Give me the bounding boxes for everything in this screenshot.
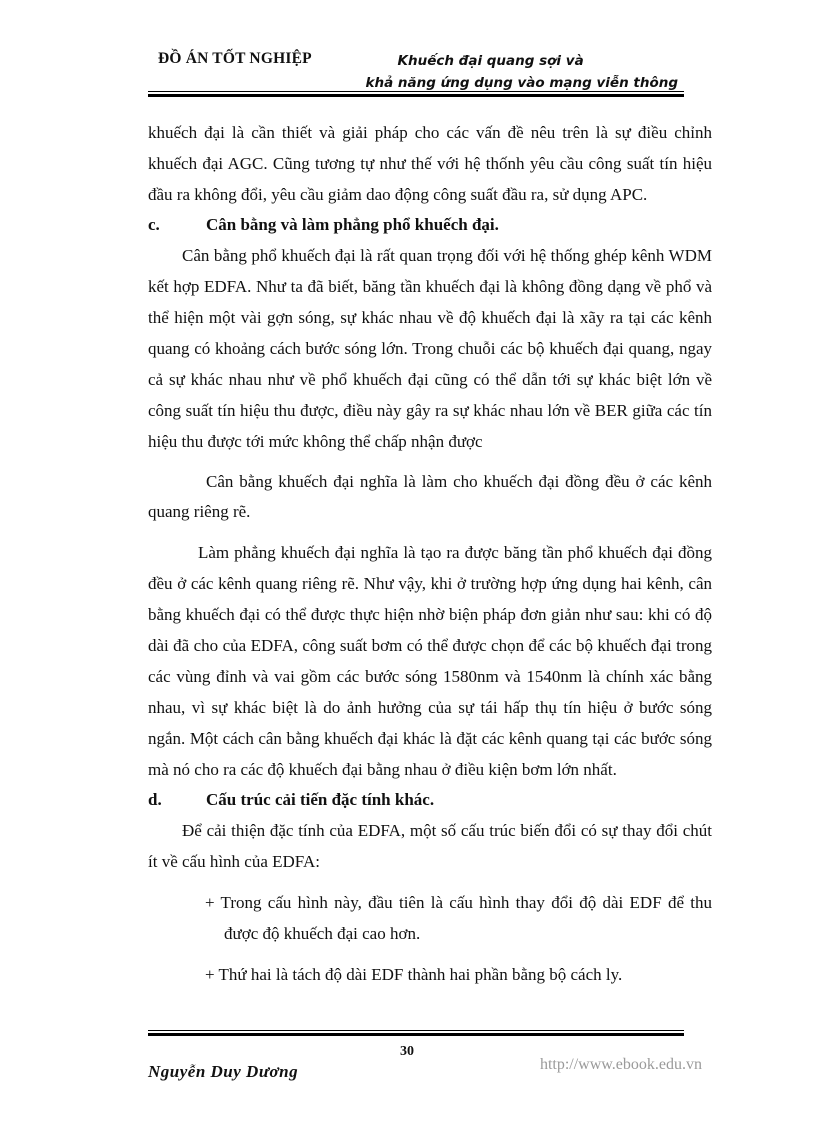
section-title-c: Cân bằng và làm phẳng phổ khuếch đại. [206,215,499,234]
paragraph-gain-flattening: Làm phẳng khuếch đại nghĩa là tạo ra được băng tần phổ khuếch đại đồng đều ở các kênh quang riêng rẽ. Như vậy, khi ở trường hợp ứng dụng hai kênh, cân bằng khuếch đại có thể được thực hiện nhờ biện pháp đơn giản như sau: khi có độ dài đã cho của EDFA, công suất bơm có thể được chọn để các bộ khuếch đại trong các vùng đỉnh và vai gồm các bước sóng 1580nm và 1540nm là chính xác bằng nhau, vì sự khác biệt là do ảnh hưởng của sự tái hấp thụ tín hiệu ở bước sóng ngắn. Một cách cân bằng khuếch đại khác là đặt các kênh quang tại các bước sóng mà nó cho ra các độ khuếch đại bằng nhau ở điều kiện bơm lớn nhất. [148,543,712,779]
section-heading-d [148,785,712,815]
paragraph-gain-balancing: Cân bằng phổ khuếch đại là rất quan trọng đối với hệ thống ghép kênh WDM kết hợp EDFA. Như ta đã biết, băng tần khuếch đại là không đồng dạng về phổ và thể hiện một vài gợn sóng, sự khác nhau về độ khuếch đại là xãy ra tại các kênh quang có khoảng cách bước sóng lớn. Trong chuỗi các bộ khuếch đại quang, ngay cả sự khác nhau như về phổ khuếch đại cũng có thể dẫn tới sự khác biệt lớn về công suất tín hiệu thu được, điều này gây ra sự khác nhau lớn về BER giữa các tín hiệu thu được tới mức không thể chấp nhận được [148,246,712,451]
page-number: 30 [400,1044,414,1059]
source-url: http://www.ebook.edu.vn [539,1056,702,1073]
header-topic-line1: Khuếch đại quang sợi và [397,53,584,69]
header-thesis-label: ĐỒ ÁN TỐT NGHIỆP [158,50,312,67]
section-marker-d: d. [148,790,162,809]
header-rule-thick [148,94,684,97]
list-item-edf-length: + Trong cấu hình này, đầu tiên là cấu hình thay đổi độ dài EDF để thu được độ khuếch đại cao hơn. [205,893,712,943]
header-rule-thin [148,91,684,92]
page-body [148,117,712,990]
section-heading-c [148,210,712,240]
paragraph-improved-structures: Để cải thiện đặc tính của EDFA, một số cấu trúc biến đổi có sự thay đổi chút ít về cấu hình của EDFA: [148,821,712,871]
author-signature: Nguyễn Duy Dương [148,1062,299,1081]
section-title-d: Cấu trúc cải tiến đặc tính khác. [206,790,435,809]
list-item-edf-split: + Thứ hai là tách độ dài EDF thành hai phần bằng bộ cách ly. [205,965,623,984]
header-topic-title [366,50,678,94]
section-marker-c: c. [148,215,160,234]
page-header [148,48,684,96]
header-topic-line2: khả năng ứng dụng vào mạng viễn thông [365,75,678,91]
footer-rule-thick [148,1033,684,1036]
paragraph-gain-equalization-definition: Cân bằng khuếch đại nghĩa là làm cho khuếch đại đồng đều ở các kênh quang riêng rẽ. [148,472,712,521]
page-footer [148,1030,702,1090]
paragraph-agc: khuếch đại là cần thiết và giải pháp cho các vấn đề nêu trên là sự điều chỉnh khuếch đại AGC. Cũng tương tự như thế với hệ thốnh yêu cầu công suất tín hiệu đầu ra không đổi, yêu cầu giảm dao động công suất đầu ra, sử dụng APC. [148,123,712,204]
footer-rule-thin [148,1030,684,1031]
